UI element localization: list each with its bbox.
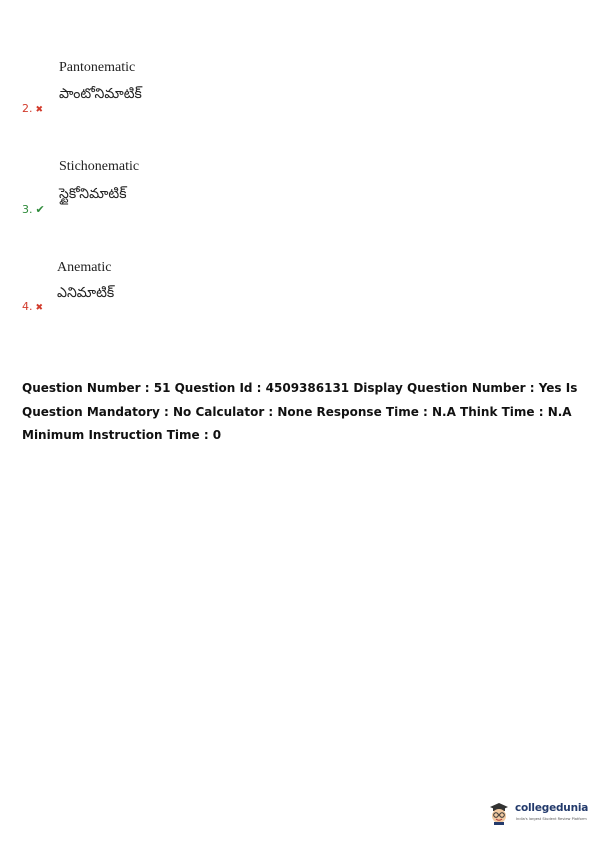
option-telugu-text: స్టైకోనిమాటిక్ (59, 186, 127, 202)
option-number-label: 3. (22, 203, 33, 216)
cross-icon: ✖ (35, 303, 44, 313)
option-english-text: Stichonematic (59, 159, 140, 174)
option-telugu-text: పాంటోనిమాటిక్ (59, 86, 142, 102)
logo-tagline: India's largest Student Review Platform (516, 817, 587, 821)
option-telugu-text: ఎనిమాటిక్ (57, 285, 115, 301)
question-info: Question Number : 51 Question Id : 4509386131 Display Question Number : Yes Is Question Mandatory : No Calculator : None Response Time : N.A Think Time : N.A Minimum Instruction Time : 0 (22, 381, 578, 442)
option-number-label: 2. (22, 102, 33, 115)
cross-icon: ✖ (35, 105, 44, 115)
collegedunia-logo (488, 798, 588, 834)
check-icon: ✔ (35, 203, 45, 216)
student-mascot-icon (488, 801, 510, 825)
option-number (22, 300, 43, 313)
logo-name: collegedunia (515, 802, 589, 814)
option-english-text: Pantonematic (59, 60, 136, 75)
option-number (22, 102, 43, 115)
option-number (22, 203, 45, 216)
option-english-text: Anematic (57, 260, 112, 275)
option-number-label: 4. (22, 300, 33, 313)
